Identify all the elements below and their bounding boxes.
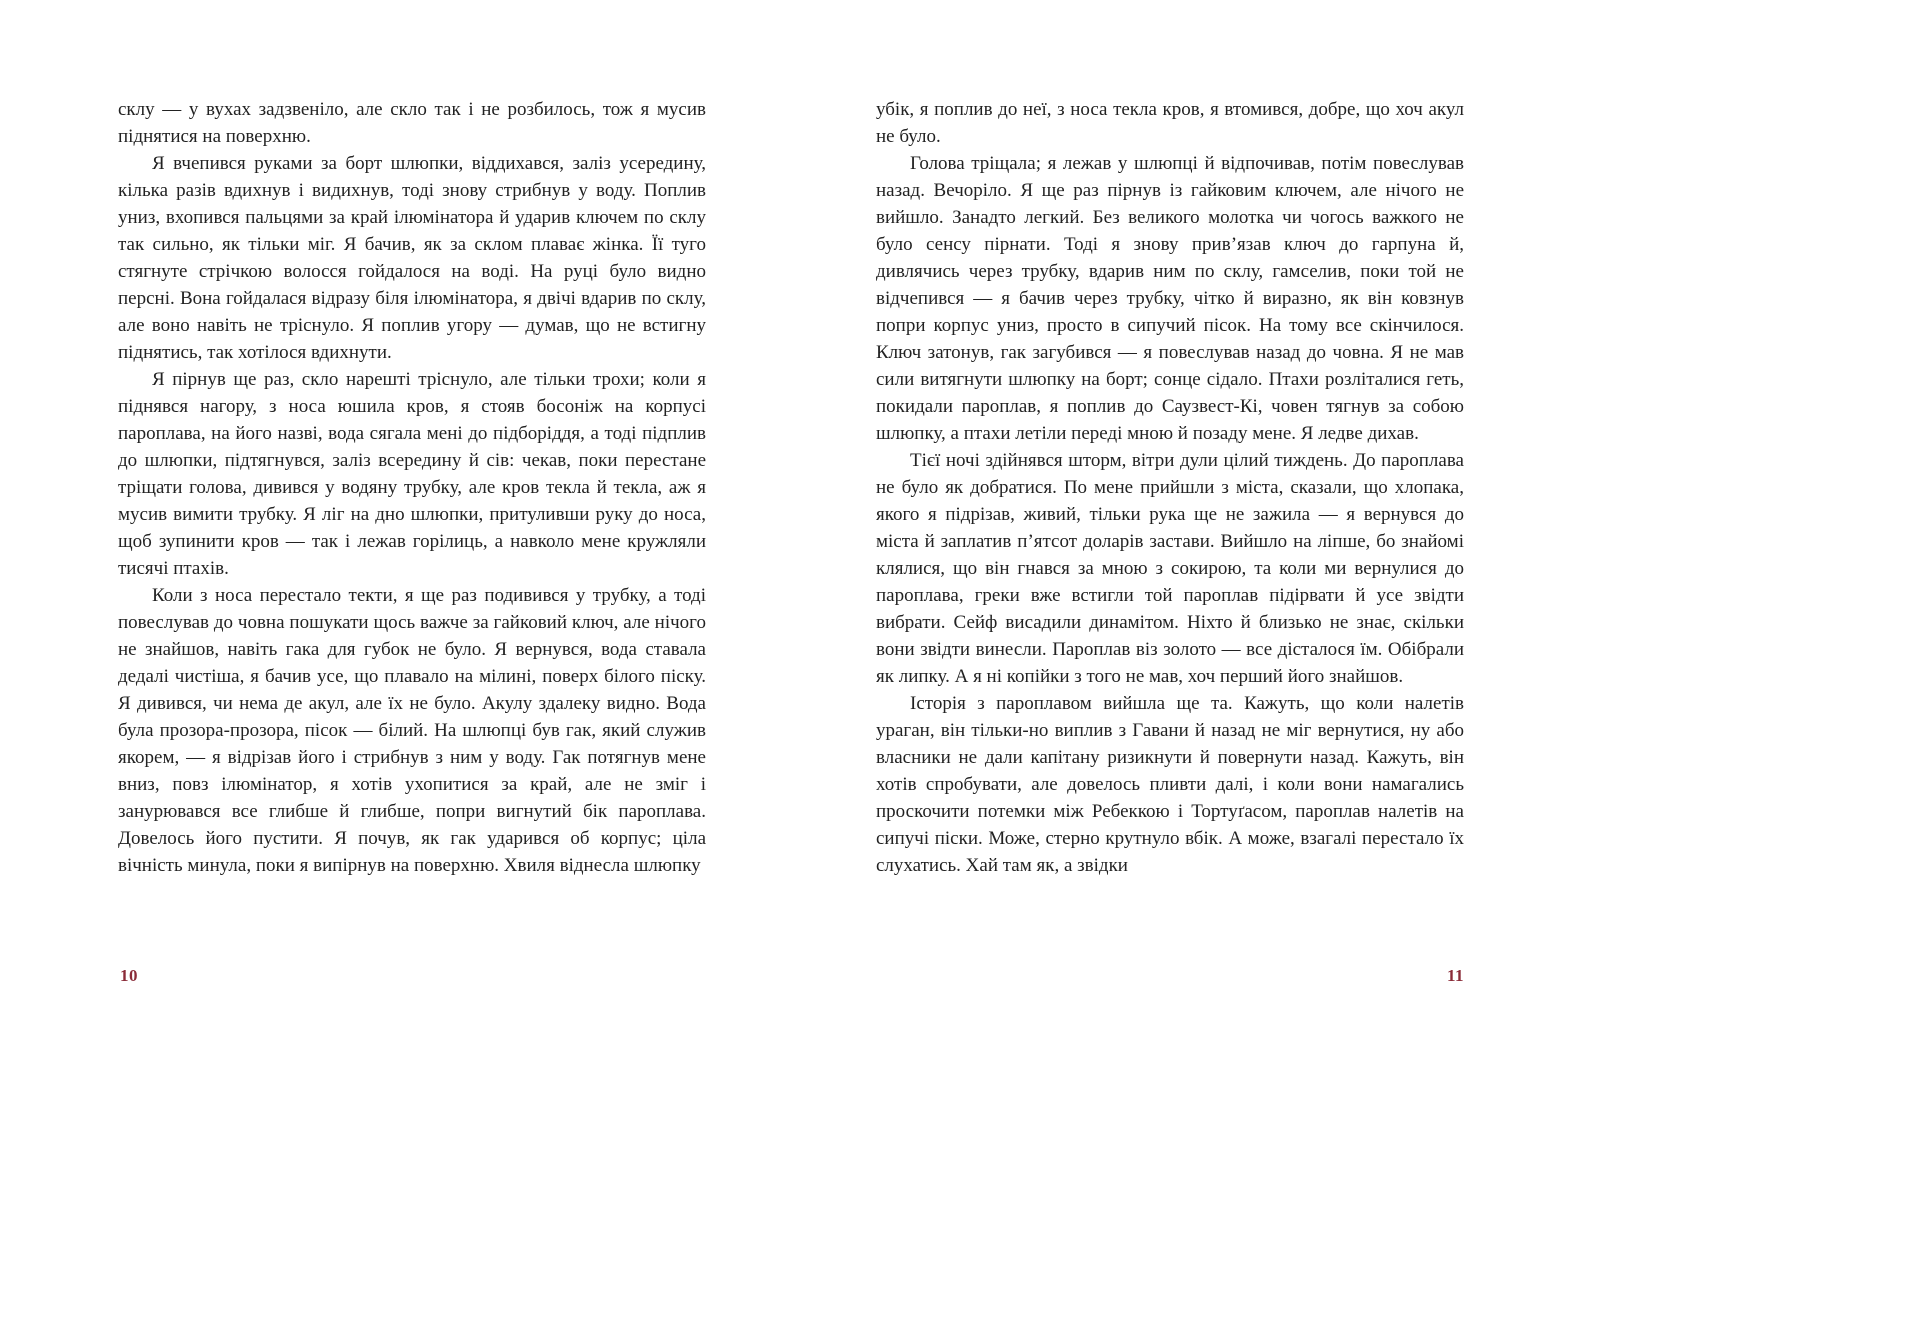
paragraph: Тієї ночі здійнявся шторм, вітри дули цілий тиждень. До пароплава не було як добратися. По мене прийшли з міста, сказали, що хлопака, якого я підрізав, живий, тільки рука ще не зажила — я вернувся до міста й заплатив п’ятсот доларів застави. Вийшло на ліпше, бо знайомі клялися, що він гнався за мною з сокирою, та коли ми вернулися до пароплава, греки вже встигли той пароплав підірвати й усе звідти вибрати. Сейф висадили динамітом. Ніхто й близько не знає, скільки вони звідти винесли. Пароплав віз золото — все дісталося їм. Обібрали як липку. А я ні копійки з того не мав, хоч перший його знайшов. bbox=[876, 450, 1464, 687]
paragraph: Голова тріщала; я лежав у шлюпці й відпочивав, потім повеслував назад. Вечоріло. Я ще раз пірнув із гайковим ключем, але нічого не вийшло. Занадто легкий. Без великого молотка чи чогось важкого не було сенсу пірнати. Тоді я знову прив’язав ключ до гарпуна й, дивлячись через трубку, вдарив ним по склу, гамселив, поки той не відчепився — я бачив через трубку, чітко й виразно, як він ковзнув попри корпус униз, просто в сипучий пісок. На тому все скінчилося. Ключ затонув, гак загубився — я повеслував назад до човна. Я не мав сили витягнути шлюпку на борт; сонце сідало. Птахи розліталися геть, покидали пароплав, я поплив до Саузвест-Кі, човен тягнув за собою шлюпку, а птахи летіли переді мною й позаду мене. Я ледве дихав. bbox=[876, 153, 1464, 444]
page-left bbox=[118, 96, 706, 879]
paragraph: Коли з носа перестало текти, я ще раз подивився у трубку, а тоді повеслував до човна пошукати щось важче за гайковий ключ, але нічого не знайшов, навіть гака для губок не було. Я вернувся, вода ставала дедалі чистіша, я бачив усе, що плавало на мілині, поверх білого піску. Я дивився, чи нема де акул, але їх не було. Акулу здалеку видно. Вода була прозора-прозора, пісок — білий. На шлюпці був гак, який служив якорем, — я відрізав його і стрибнув з ним у воду. Гак потягнув мене вниз, повз ілюмінатор, я хотів ухопитися за край, але не зміг і занурювався все глибше й глибше, попри вигнутий бік пароплава. Довелось його пустити. Я почув, як гак ударився об корпус; ціла вічність минула, поки я випірнув на поверхню. Хвиля віднесла шлюпку bbox=[118, 585, 706, 876]
paragraph: убік, я поплив до неї, з носа текла кров, я втомився, добре, що хоч акул не було. bbox=[876, 99, 1464, 147]
paragraph: Я вчепився руками за борт шлюпки, віддихався, заліз усередину, кілька разів вдихнув і видихнув, тоді знову стрибнув у воду. Поплив униз, вхопився пальцями за край ілюмінатора й ударив ключем по склу так сильно, як тільки міг. Я бачив, як за склом плаває жінка. Її туго стягнуте стрічкою волосся гойдалося на воді. На руці було видно персні. Вона гойдалася відразу біля ілюмінатора, я двічі вдарив по склу, але воно навіть не тріснуло. Я поплив угору — думав, що не встигну піднятись, так хотілося вдихнути. bbox=[118, 153, 706, 363]
paragraph: Я пірнув ще раз, скло нарешті тріснуло, але тільки трохи; коли я піднявся нагору, з носа юшила кров, я стояв босоніж на корпусі пароплава, на його назві, вода сягала мені до підборіддя, а тоді підплив до шлюпки, підтягнувся, заліз всередину й сів: чекав, поки перестане тріщати голова, дивився у водяну трубку, але кров текла й текла, аж я мусив вимити трубку. Я ліг на дно шлюпки, притуливши руку до носа, щоб зупинити кров — так і лежав горілиць, а навколо мене кружляли тисячі птахів. bbox=[118, 369, 706, 579]
page-number-left: 10 bbox=[120, 966, 138, 985]
paragraph: склу — у вухах задзвеніло, але скло так і не розбилось, тож я мусив піднятися на поверхню. bbox=[118, 99, 706, 147]
paragraph: Історія з пароплавом вийшла ще та. Кажуть, що коли налетів ураган, він тільки-но виплив з Гавани й назад не міг вернутися, ну або власники не дали капітану ризикнути й повернути назад. Кажуть, він хотів спробувати, але довелось пливти далі, і коли вони намагались проскочити потемки між Ребеккою і Тортуґасом, пароплав налетів на сипучі піски. Може, стерно крутнуло вбік. А може, взагалі перестало їх слухатись. Хай там як, а звідки bbox=[876, 693, 1464, 876]
page-right bbox=[876, 96, 1464, 879]
page-number-right: 11 bbox=[1446, 966, 1464, 985]
